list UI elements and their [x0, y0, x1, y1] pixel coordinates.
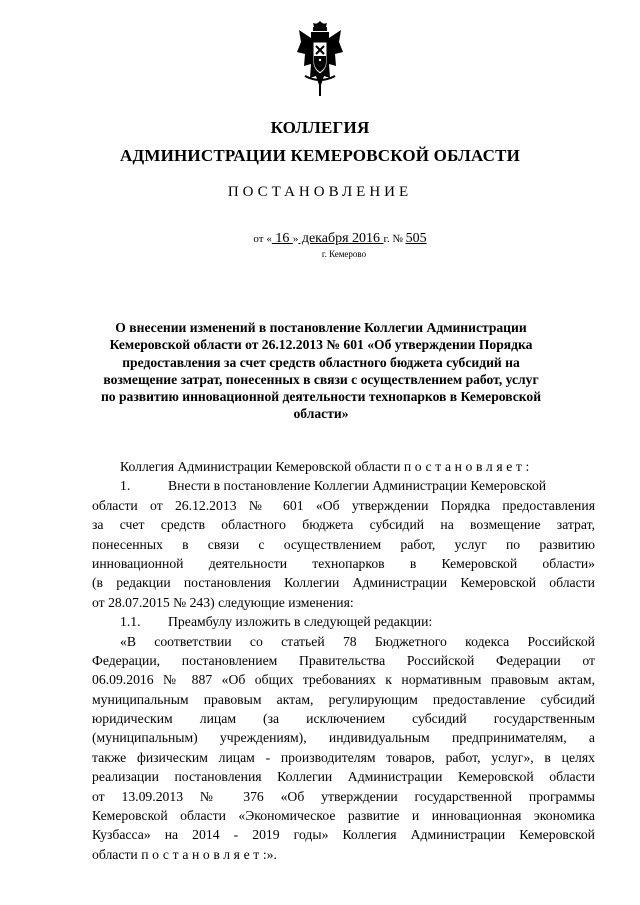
item-1-1-text: Преамбулу изложить в следующей редакции:: [168, 614, 433, 630]
quote-first-line: «В соответствии со статьей 78 Бюджетного кодекса Российской: [120, 633, 595, 649]
date-quote-close: »: [292, 233, 299, 245]
org-name-line1: КОЛЛЕГИЯ: [270, 118, 370, 137]
body-line: области от 26.12.2013 № 601 «Об утверждении Порядка предоставления: [92, 497, 595, 513]
title-line: Кемеровской области от 26.12.2013 № 601 «Об утверждении Порядка: [109, 337, 533, 353]
body-line: также физическим лицам - производителям товаров, работ, услуг», в целях: [92, 749, 595, 765]
city: г. Кемерово: [321, 249, 367, 259]
body-line: реализации постановления Коллегии Администрации Кемеровской области: [92, 769, 595, 785]
body-line: за счет средств областного бюджета субсидий на возмещение затрат,: [92, 517, 595, 533]
quote-last-line: [92, 845, 595, 864]
document-body: [92, 457, 595, 864]
kemerovo-coat-of-arms-icon: [297, 18, 343, 98]
title-line: возмещение затрат, понесенных в связи с осуществлением работ, услуг: [103, 371, 539, 387]
body-line: (в редакции постановления Коллегии Администрации Кемеровской области: [92, 575, 595, 591]
date-day: 16: [271, 231, 293, 246]
decree-label: ПОСТАНОВЛЕНИЕ: [227, 184, 413, 200]
title-line: О внесении изменений в постановление Коллегии Администрации: [115, 320, 527, 335]
intro-paragraph: [92, 457, 595, 476]
body-line: Кемеровской области «Экономическое развитие и инновационная экономика: [92, 808, 595, 824]
quote-end-text: области: [92, 846, 142, 862]
item-1-1-number: 1.1.: [120, 614, 141, 630]
org-name-line2: АДМИНИСТРАЦИИ КЕМЕРОВСКОЙ ОБЛАСТИ: [119, 146, 521, 165]
body-line: инновационной деятельности технопарков в Кемеровской области»: [92, 555, 595, 571]
item-1-first-line: [92, 476, 595, 495]
intro-text: Коллегия Администрации Кемеровской области: [120, 459, 404, 474]
title-line: предоставления за счет средств областного бюджета субсидий на: [122, 354, 520, 370]
date-prefix: от «: [253, 233, 272, 245]
body-line: от 28.07.2015 № 243) следующие изменения:: [92, 594, 354, 610]
decree-number: 505: [405, 231, 427, 246]
body-line: Кузбасса» на 2014 - 2019 годы» Коллегия Администрации Кемеровской: [92, 827, 595, 843]
body-line: понесенных в связи с осуществлением работ, услуг по развитию: [92, 536, 595, 552]
body-line: 06.09.2016 № 887 «Об общих требованиях к нормативным правовым актам,: [92, 672, 595, 688]
body-line: муниципальным правовым актам, регулирующим предоставление субсидий: [92, 691, 595, 707]
body-line: от 13.09.2013 № 376 «Об утверждении государственной программы: [92, 788, 595, 804]
document-title: [92, 319, 550, 423]
quote-end-spaced-word: постановляет: [141, 846, 263, 862]
item-1-text: Внести в постановление Коллегии Администрации Кемеровской: [168, 478, 547, 494]
number-label: №: [392, 233, 406, 245]
date-number-line: [220, 231, 460, 247]
title-line: по развитию инновационной деятельности технопарков в Кемеровской: [100, 389, 542, 405]
body-line: юридическим лицам (за исключением субсидий государственным: [92, 711, 595, 727]
quote-end-tail: :».: [262, 846, 277, 862]
date-month-year: декабря 2016: [298, 231, 384, 246]
date-year-suffix: г.: [383, 233, 390, 245]
intro-spaced-word: постановляет:: [403, 459, 533, 474]
body-line: Федерации, постановлением Правительства Российской Федерации от: [92, 652, 595, 668]
item-1-1-line: [92, 612, 595, 631]
item-1-number: 1.: [120, 478, 131, 494]
body-line: (муниципальным) учреждениям), индивидуальным предпринимателям, а: [92, 730, 595, 746]
title-line: области»: [293, 406, 349, 422]
